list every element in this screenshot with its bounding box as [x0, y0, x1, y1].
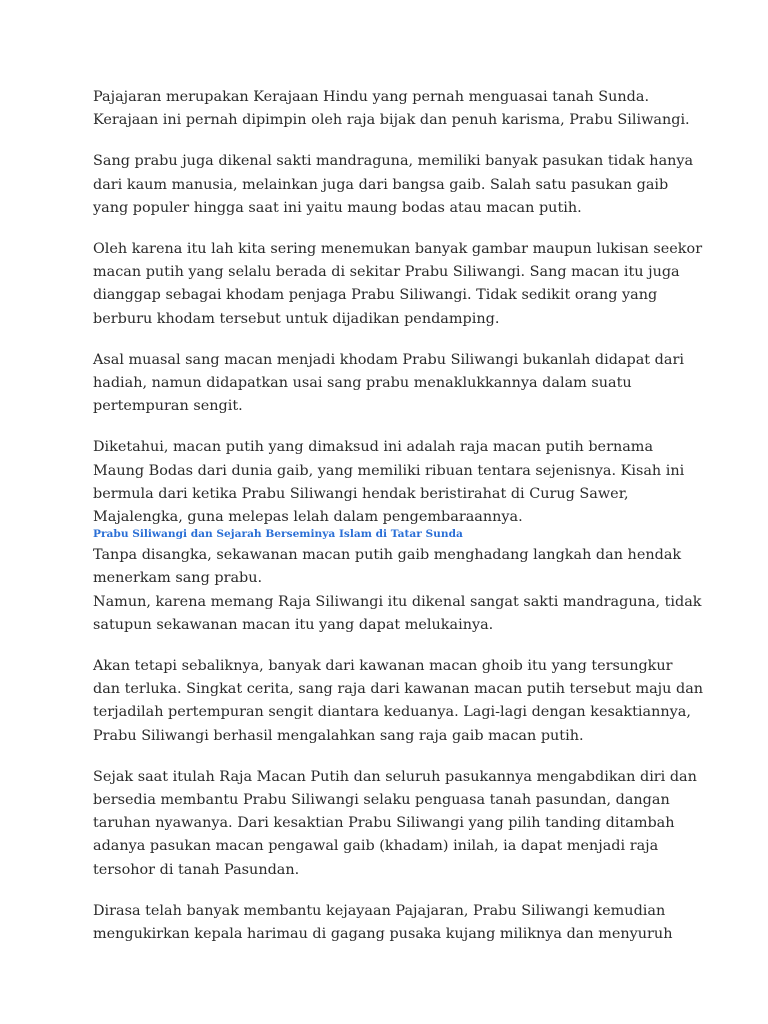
text-line: Diketahui, macan putih yang dimaksud ini adalah raja macan putih bernama: [93, 439, 654, 456]
paragraph-7: [93, 655, 704, 748]
text-line: Sejak saat itulah Raja Macan Putih dan seluruh pasukannya mengabdikan diri dan: [93, 768, 697, 785]
paragraph-4: [93, 349, 693, 419]
text-line: Sang prabu juga dikenal sakti mandraguna, memiliki banyak pasukan tidak hanya: [93, 153, 694, 170]
text-line: dari kaum manusia, melainkan juga dari bangsa gaib. Salah satu pasukan gaib: [93, 176, 669, 193]
text-line: Dirasa telah banyak membantu kejayaan Pajajaran, Prabu Siliwangi kemudian: [93, 902, 666, 919]
text-line: Namun, karena memang Raja Siliwangi itu dikenal sangat sakti mandraguna, tidak: [93, 593, 702, 610]
paragraph-2: [93, 150, 693, 220]
text-line: Majalengka, guna melepas lelah dalam pengembaraannya.: [93, 509, 523, 526]
text-line: mengukirkan kepala harimau di gagang pusaka kujang miliknya dan menyuruh: [93, 926, 673, 943]
paragraph-9: [93, 900, 693, 946]
text-line: dianggap sebagai khodam penjaga Prabu Siliwangi. Tidak sedikit orang yang: [93, 287, 658, 304]
text-line: Prabu Siliwangi berhasil mengalahkan sang raja gaib macan putih.: [93, 727, 584, 744]
text-line: Oleh karena itu lah kita sering menemukan banyak gambar maupun lukisan seekor: [93, 241, 703, 258]
text-line: pertempuran sengit.: [93, 398, 243, 415]
text-line: Kerajaan ini pernah dipimpin oleh raja bijak dan penuh karisma, Prabu Siliwangi.: [93, 112, 690, 129]
text-line: Tanpa disangka, sekawanan macan putih gaib menghadang langkah dan hendak: [93, 547, 682, 564]
paragraph-5: [93, 436, 693, 529]
text-line: adanya pasukan macan pengawal gaib (khadam) inilah, ia dapat menjadi raja: [93, 838, 659, 855]
text-line: bersedia membantu Prabu Siliwangi selaku penguasa tanah pasundan, dangan: [93, 792, 670, 809]
text-line: bermula dari ketika Prabu Siliwangi hendak beristirahat di Curug Sawer,: [93, 485, 629, 502]
text-line: Akan tetapi sebaliknya, banyak dari kawanan macan ghoib itu yang tersungkur: [93, 658, 673, 675]
related-article-link[interactable]: Prabu Siliwangi dan Sejarah Berseminya Islam di Tatar Sunda: [93, 528, 463, 541]
text-line: Maung Bodas dari dunia gaib, yang memiliki ribuan tentara sejenisnya. Kisah ini: [93, 462, 685, 479]
text-line: terjadilah pertempuran sengit diantara keduanya. Lagi-lagi dengan kesaktiannya,: [93, 704, 691, 721]
text-line: taruhan nyawanya. Dari kesaktian Prabu Siliwangi yang pilih tanding ditambah: [93, 815, 675, 832]
text-line: menerkam sang prabu.: [93, 570, 263, 587]
text-line: satupun sekawanan macan itu yang dapat melukainya.: [93, 616, 494, 633]
paragraph-1: [93, 86, 693, 132]
document-body: [93, 86, 704, 964]
text-line: tersohor di tanah Pasundan.: [93, 861, 300, 878]
text-line: berburu khodam tersebut untuk dijadikan pendamping.: [93, 310, 500, 327]
text-line: macan putih yang selalu berada di sekitar Prabu Siliwangi. Sang macan itu juga: [93, 264, 680, 281]
paragraph-6: [93, 544, 702, 637]
text-line: hadiah, namun didapatkan usai sang prabu menaklukkannya dalam suatu: [93, 375, 632, 392]
paragraph-8: [93, 766, 697, 882]
paragraph-3: [93, 238, 703, 331]
text-line: dan terluka. Singkat cerita, sang raja dari kawanan macan putih tersebut maju dan: [93, 681, 704, 698]
text-line: Asal muasal sang macan menjadi khodam Prabu Siliwangi bukanlah didapat dari: [93, 351, 684, 368]
text-line: Pajajaran merupakan Kerajaan Hindu yang pernah menguasai tanah Sunda.: [93, 89, 650, 105]
text-line: yang populer hingga saat ini yaitu maung bodas atau macan putih.: [93, 199, 582, 216]
